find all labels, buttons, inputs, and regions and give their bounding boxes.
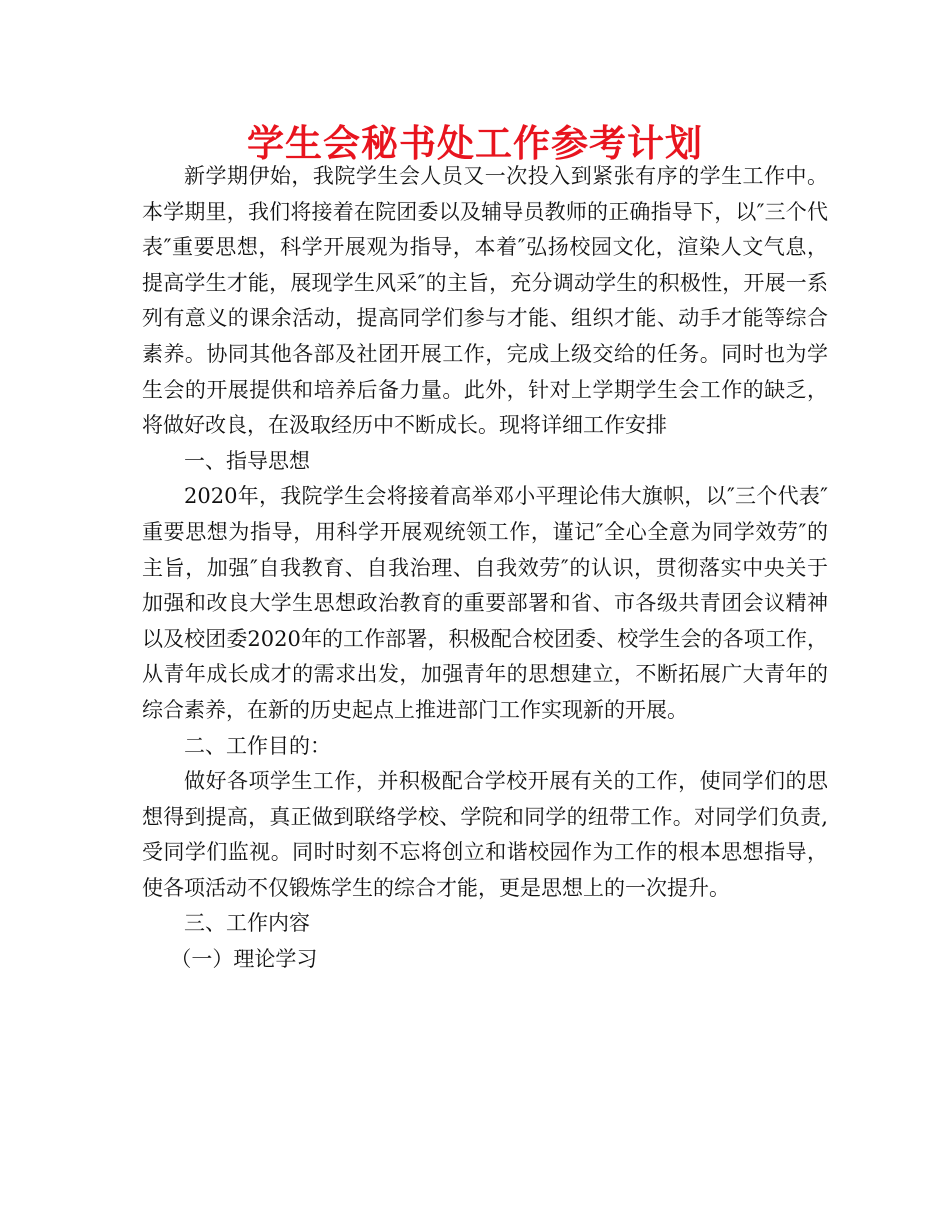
guiding-ideology-paragraph: 2020年，我院学生会将接着高举邓小平理论伟大旗帜，以″三个代表″重要思想为指导，用科学开展观统领工作，谨记″全心全意为同学效劳″的主旨，加强″自我教育、自我治理、自我效劳″的认识，贯彻落实中央关于加强和改良大学生思想政治教育的重要部署和省、市各级共青团会议精神以及校团委2020年的工作部署，积极配合校团委、校学生会的各项工作，从青年成长成才的需求出发，加强青年的思想建立，不断拓展广大青年的综合素养，在新的历史起点上推进部门工作实现新的开展。 — [142, 484, 828, 722]
section-heading-work-content: 三、工作内容 — [184, 911, 310, 936]
subsection-heading-theory-study: （一）理论学习 — [170, 947, 318, 972]
document-title: 学生会秘书处工作参考计划 — [247, 122, 703, 165]
section-heading-guiding-ideology: 一、指导思想 — [184, 448, 310, 473]
document-body — [142, 159, 828, 978]
intro-paragraph: 新学期伊始，我院学生会人员又一次投入到紧张有序的学生工作中。本学期里，我们将接着在院团委以及辅导员教师的正确指导下，以″三个代表″重要思想，科学开展观为指导，本着″弘扬校园文化，渲染人文气息，提高学生才能，展现学生风采″的主旨，充分调动学生的积极性，开展一系列有意义的课余活动，提高同学们参与才能、组织才能、动手才能等综合素养。协同其他各部及社团开展工作，完成上级交给的任务。同时也为学生会的开展提供和培养后备力量。此外，针对上学期学生会工作的缺乏，将做好改良，在汲取经历中不断成长。现将详细工作安排 — [142, 164, 828, 438]
section-heading-work-purpose: 二、工作目的： — [184, 733, 331, 758]
work-purpose-paragraph: 做好各项学生工作，并积极配合学校开展有关的工作，使同学们的思想得到提高，真正做到联络学校、学院和同学的纽带工作。对同学们负责,受同学们监视。同时时刻不忘将创立和谐校园作为工作的根本思想指导，使各项活动不仅锻炼学生的综合才能，更是思想上的一次提升。 — [142, 769, 828, 900]
